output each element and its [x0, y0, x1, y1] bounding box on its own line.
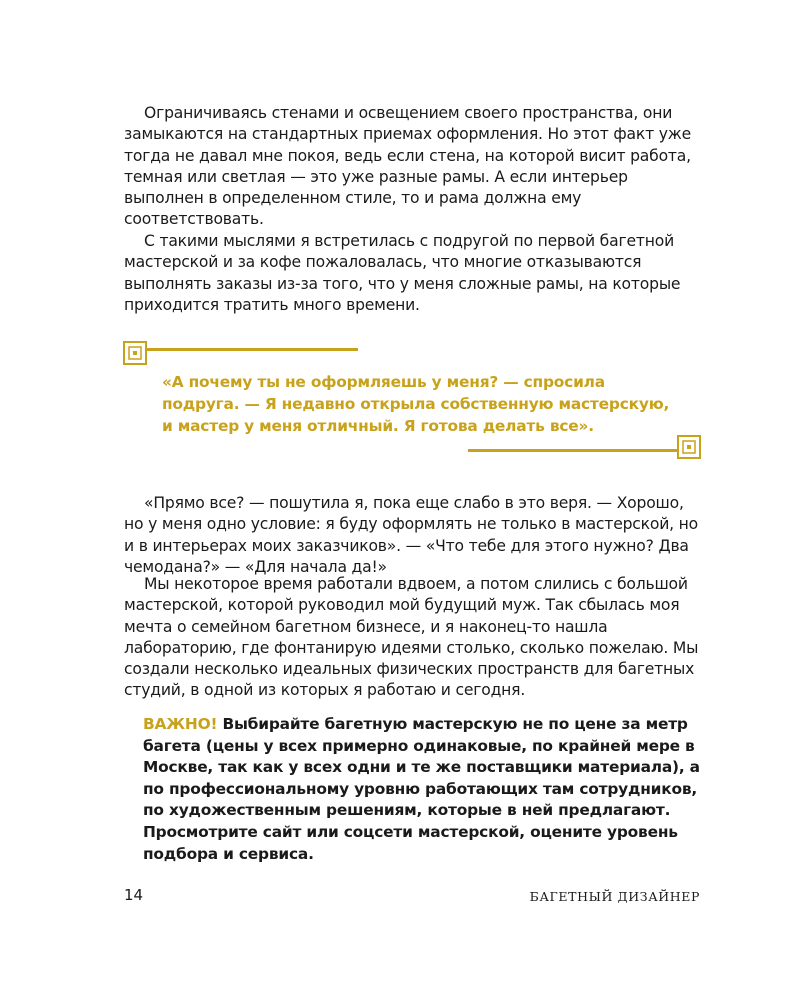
body-paragraph-4: Мы некоторое время работали вдвоем, а потом слились с большой мастерской, которой руководил мой будущий муж. Так сбылась моя мечта о семейном багетном бизнесе, и я наконец-то нашла лабораторию, где фонтанирую идеями столько, сколько пожелаю. Мы создали несколько идеальных физических пространств для багетных студий, в одной из которых я работаю и сегодня. [124, 575, 699, 700]
running-title: БАГЕТНЫЙ ДИЗАЙНЕР [529, 889, 700, 904]
body-paragraph-3: «Прямо все? — пошутила я, пока еще слабо в это веря. — Хорошо, но у меня одно условие: я буду оформлять не только в мастерской, но и в интерьерах моих заказчиков». — «Что тебе для этого нужно? Два чемодана?» — «Для начала да!» [124, 494, 699, 576]
important-label: ВАЖНО! [143, 715, 218, 733]
body-paragraph-2: С такими мыслями я встретилась с подругой по первой багетной мастерской и за кофе пожаловалась, что многие отказываются выполнять заказы из-за того, что у меня сложные рамы, на которые приходится тратить много времени. [124, 232, 681, 314]
pull-quote: «А почему ты не оформляешь у меня? — спросила подруга. — Я недавно открыла собственную мастерскую, и мастер у меня отличный. Я готова делать все». [162, 373, 670, 435]
quote-frame-top-left-ornament [118, 338, 362, 366]
important-text: Выбирайте багетную мастерскую не по цене за метр багета (цены у всех примерно одинаковые, по крайней мере в Москве, так как у всех одни и те же поставщики материала), а по профессиональному уровню работающих там сотрудников, по художественным решениям, которые в ней предлагают. Просмотрите сайт или соцсети мастерской, оцените уровень подбора и сервиса. [143, 715, 700, 863]
quote-frame-bottom-right-ornament [462, 432, 706, 462]
important-note [143, 714, 703, 865]
page-number: 14 [124, 886, 144, 904]
body-paragraph-1: Ограничиваясь стенами и освещением своего пространства, они замыкаются на стандартных приемах оформления. Но этот факт уже тогда не давал мне покоя, ведь если стена, на которой висит работа, темная или светлая — это уже разные рамы. А если интерьер выполнен в определенном стиле, то и рама должна ему соответствовать. [124, 104, 691, 229]
